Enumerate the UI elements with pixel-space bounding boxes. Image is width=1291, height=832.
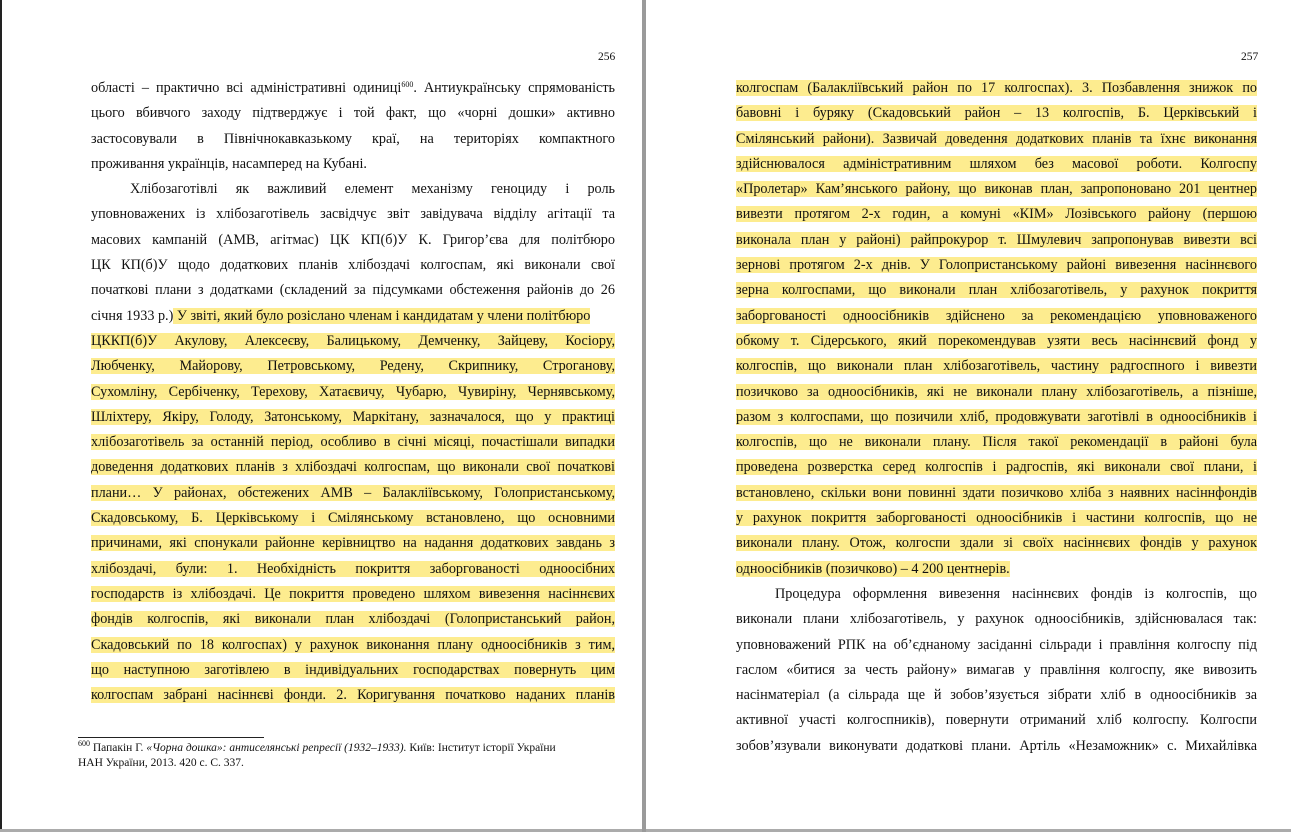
text-run: насінматеріал (а сільрада ще й зобов’язується зібрати хліб в одноосібників за	[736, 687, 1257, 704]
highlighted-text: у рахунок покриття заборгованості одноосібників і частини колгоспів, що не	[736, 510, 1257, 527]
text-line	[736, 557, 1257, 582]
text-line	[736, 228, 1257, 253]
text-line	[91, 633, 615, 658]
text-line	[736, 633, 1257, 658]
text-line	[736, 380, 1257, 405]
text-line	[736, 101, 1257, 126]
highlighted-text: Шліхтеру, Якіру, Голоду, Затонському, Маркітану, зазначалося, що у практиці	[91, 408, 615, 425]
text-line	[736, 658, 1257, 683]
text-line	[91, 101, 615, 126]
footnote-separator	[78, 737, 264, 738]
text-line	[91, 607, 615, 632]
right-page-body	[736, 76, 1257, 759]
text-line	[736, 304, 1257, 329]
text-line	[736, 582, 1257, 607]
text-run: зобов’язували виконувати додаткові плани. Артіль «Незаможник» с. Михайлівка	[736, 737, 1257, 754]
footnote	[78, 741, 618, 772]
text-line	[91, 354, 615, 379]
highlighted-text: що наступною заготівлею в індивідуальних господарствах повернуть цим	[91, 661, 615, 678]
text-line	[736, 76, 1257, 101]
text-run: уповноважених із хлібозаготівель засвідчує звіт завідувача відділу агітації та	[91, 206, 615, 223]
highlighted-text: фондів колгоспів, які виконали план хлібоздачі (Голопристанський район,	[91, 611, 615, 628]
text-line	[91, 405, 615, 430]
page-number: 257	[1241, 51, 1259, 63]
text-line	[736, 506, 1257, 531]
highlighted-text: Скадовському, Б. Церківському і Смілянському встановлено, що основними	[91, 510, 615, 527]
highlighted-text: Сухомліну, Сербіченку, Терехову, Хатаєвичу, Чубарю, Чувиріну, Чернявському,	[91, 383, 615, 400]
text-run: початкові плани з додатками (складений за підсумками обстеження районів до 26	[91, 282, 615, 299]
text-run: Хлібозаготівлі як важливий елемент механізму геноциду і роль	[130, 181, 615, 198]
highlighted-text: колгоспам забрані насіннєві фонди. 2. Коригування початково наданих планів	[91, 687, 615, 704]
highlighted-text: плани… У районах, обстежених АМВ – Балакліївському, Голопристанському,	[91, 484, 615, 501]
highlighted-text: одноосібників (позичково) – 4 200 центнерів.	[736, 560, 1010, 577]
text-line	[91, 202, 615, 227]
text-line	[736, 354, 1257, 379]
highlighted-text: бавовні і буряку (Скадовський район – 13 колгоспів, Б. Церківський і	[736, 105, 1257, 122]
highlighted-text: заборгованості одноосібників здійснено за рекомендацією уповноваженого	[736, 307, 1257, 324]
text-run: НАН України, 2013. 420 с. С. 337.	[78, 757, 244, 770]
highlighted-text: ЦККП(б)У Акулову, Алексеєву, Балицькому, Демченку, Зайцеву, Косіору,	[91, 332, 615, 349]
text-line	[91, 278, 615, 303]
text-line	[736, 329, 1257, 354]
highlighted-text: зернові протягом 2-х днів. У Голопристанському районі вивезення насіннєвого	[736, 257, 1257, 274]
text-run: області – практично всі адміністративні одиниці	[91, 80, 402, 96]
text-run: . Антиукраїнську спрямованість	[413, 80, 615, 96]
text-line	[736, 405, 1257, 430]
text-line	[736, 127, 1257, 152]
text-line	[736, 253, 1257, 278]
text-run: січня 1933 р.)	[91, 307, 174, 324]
text-line	[736, 607, 1257, 632]
text-line	[91, 481, 615, 506]
highlighted-text: Смілянський райони). Зазвичай доведення додаткових планів та їхнє виконання	[736, 130, 1257, 147]
text-line	[736, 152, 1257, 177]
text-line	[91, 557, 615, 582]
text-run: Папакін Г.	[90, 742, 147, 754]
highlighted-text: господарств із хлібоздачі. Це покриття проведено шляхом вивезення насіннєвих	[91, 585, 615, 602]
text-run: масових кампаній (АМВ, агітмас) ЦК КП(б)У К. Григор’єва для політбюро	[91, 231, 615, 248]
highlighted-text: «Пролетар» Кам’янського району, що виконав план, запропоновано 201 центнер	[736, 181, 1257, 198]
text-line	[91, 228, 615, 253]
highlighted-text: проведена розверстка серед колгоспів і радгоспів, які виконали свої плани, і	[736, 459, 1257, 476]
highlighted-text: колгоспам (Балакліївський район по 17 колгоспах). 3. Позбавлення знижок по	[736, 80, 1257, 96]
highlighted-text: зерна колгоспами, що виконали план хлібозаготівель, у рахунок покриття	[736, 282, 1257, 299]
text-line	[91, 582, 615, 607]
highlighted-text: хлібозаготівель за останній період, особливо в січні місяці, почастішали випадки	[91, 434, 615, 451]
text-line	[91, 531, 615, 556]
text-run: проживання українців, насамперед на Кубані.	[91, 155, 367, 172]
text-line	[91, 658, 615, 683]
highlighted-text: колгоспів, що виконали план хлібозаготівель, частину радгоспного і вивезти	[736, 358, 1257, 375]
text-run: Процедура оформлення вивезення насіннєвих фондів із колгоспів, що	[775, 585, 1257, 602]
text-run: застосовували в Північнокавказькому краї, на територіях компактного	[91, 130, 615, 147]
footnote-marker: 600	[78, 739, 90, 748]
text-line	[736, 455, 1257, 480]
text-line	[91, 380, 615, 405]
text-line	[91, 455, 615, 480]
text-line	[91, 329, 615, 354]
left-page-body	[91, 76, 615, 708]
highlighted-text: виконала план у районі) райпрокурор т. Шмулевич запропонував вивезти всі	[736, 231, 1257, 248]
highlighted-text: У звіті, який було розіслано членам і кандидатам у члени політбюро	[173, 307, 591, 324]
highlighted-text: виконали плану. Отож, колгоспи здали зі своїх насіннєвих фондів у рахунок	[736, 535, 1257, 552]
text-run: ЦК КП(б)У щодо додаткових планів хлібоздачі колгоспам, які виконали свої	[91, 257, 615, 274]
text-run: цього вбивчого заходу підтверджує і той факт, що «чорні дошки» активно	[91, 105, 615, 122]
text-line	[91, 127, 615, 152]
text-line	[736, 708, 1257, 733]
text-line	[91, 683, 615, 708]
text-line	[78, 741, 618, 756]
text-run: активної участі колгоспників), повернути отриманий хліб колгоспу. Колгоспи	[736, 712, 1257, 729]
text-line	[91, 304, 615, 329]
highlighted-text: доведення додаткових планів з хлібоздачі колгоспам, що виконали свої початкові	[91, 459, 615, 476]
text-line	[736, 531, 1257, 556]
highlighted-text: колгоспів, що не виконали плану. Після такої рекомендації в районі була	[736, 434, 1257, 451]
highlighted-text: Скадовський по 18 колгоспах) у рахунок виконання плану одноосібників з тим,	[91, 636, 615, 653]
page-number: 256	[598, 51, 616, 63]
text-line	[91, 177, 615, 202]
text-run: Київ: Інститут історії України	[406, 742, 556, 754]
text-line	[736, 734, 1257, 759]
text-line	[736, 202, 1257, 227]
text-line	[78, 756, 618, 771]
highlighted-text: встановлено, скільки вони повинні здати позичково хліба з наявних насіннфондів	[736, 484, 1257, 501]
text-run: уповноважений РПК на об’єднаному засіданні сільради і правління колгоспу під	[736, 636, 1257, 653]
highlighted-text: позичково за одноосібників, які не виконали плану хлібозаготівель, а пізніше,	[736, 383, 1257, 400]
text-line	[736, 278, 1257, 303]
highlighted-text: разом з колгоспами, що позичили хліб, продовжувати заготівлі в одноосібників і	[736, 408, 1257, 425]
text-line	[736, 177, 1257, 202]
highlighted-text: вивезти протягом 2-х годин, а комуні «КІМ» Лозівського району (першою	[736, 206, 1257, 223]
text-line	[736, 683, 1257, 708]
highlighted-text: Любченку, Майорову, Петровському, Редену, Скрипнику, Строганову,	[91, 358, 615, 375]
highlighted-text: обкому т. Сідерського, який порекомендував узяти весь насіннєвий фонд у	[736, 332, 1257, 349]
text-line	[91, 76, 615, 101]
footnote-marker: 600	[401, 80, 414, 89]
text-run: гаслом «битися за честь району» вимагав у правління колгоспу, яке вивозить	[736, 661, 1257, 678]
highlighted-text: здійснювалося адміністративним шляхом без масової роботи. Колгоспу	[736, 155, 1257, 172]
highlighted-text: причинами, які спонукали районне керівництво на надання додаткових завдань з	[91, 535, 615, 552]
text-line	[736, 481, 1257, 506]
left-page	[0, 0, 642, 829]
text-run: виконали плани хлібозаготівель, у рахунок одноосібників, здійснювалася так:	[736, 611, 1257, 628]
right-page	[646, 0, 1291, 829]
highlighted-text: хлібоздачі, були: 1. Необхідність покриття заборгованості одноосібних	[91, 560, 615, 577]
text-run: «Чорна дошка»: антиселянські репресії (1932–1933).	[146, 742, 407, 754]
text-line	[91, 253, 615, 278]
text-line	[91, 430, 615, 455]
text-line	[91, 506, 615, 531]
text-line	[736, 430, 1257, 455]
text-line	[91, 152, 615, 177]
